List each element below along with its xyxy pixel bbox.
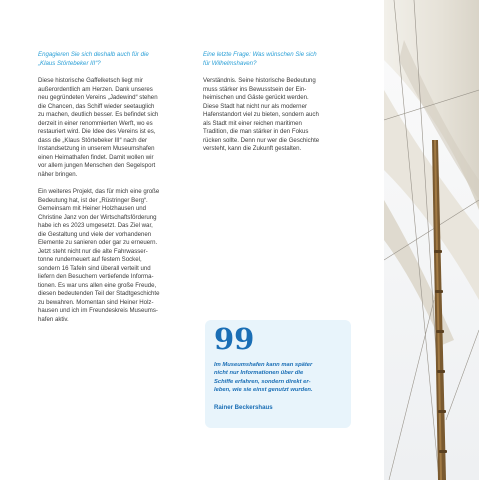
text-line: Diese historische Gaffelketsch liegt mir <box>38 77 143 84</box>
quote-line: leben, wie sie einst genutzt wurden. <box>214 387 313 394</box>
pull-quote-box <box>205 320 351 428</box>
text-line: derzeit in einer renommierten Werft, wo es <box>38 119 153 127</box>
text-line: außerordentlich am Herzen. Dank unseres <box>38 85 153 93</box>
interview-question-1 <box>38 51 191 68</box>
text-line: tionen. Es war uns allen eine große Freude, <box>38 281 157 289</box>
left-column <box>38 51 191 333</box>
text-line: die Chancen, das Schiff wieder seetauglich <box>38 102 155 110</box>
quote-line: Schiffe erfahren, sondern direkt er- <box>214 378 311 385</box>
question-line: Engagieren Sie sich deshalb auch für die <box>38 51 149 58</box>
text-line: einen Heimathafen findet. Damit wollen wir <box>38 153 154 161</box>
question-line: „Klaus Störtebeker III“? <box>38 59 101 67</box>
text-line: habe ich es 2023 umgesetzt. Das Ziel war, <box>38 222 153 229</box>
text-line: als Stadt mit einer reichen maritimen <box>203 119 302 127</box>
text-line: Instandsetzung in unserem Museumshafen <box>38 145 155 152</box>
question-line: Eine letzte Frage: Was wünschen Sie sich <box>203 51 317 58</box>
text-line: Verständnis. Seine historische Bedeutung <box>203 77 316 84</box>
text-line: neu gegründeten Vereins „Jadewind“ stehen <box>38 94 158 101</box>
text-line: rücken sollte. Denn nur wer die Geschichte <box>203 136 320 144</box>
text-line: Tradition, die man stärker in den Fokus <box>203 128 309 135</box>
answer-paragraph-1 <box>38 77 191 179</box>
middle-column <box>203 51 355 163</box>
text-line: vor allem jungen Menschen den Segelsport <box>38 162 156 169</box>
interview-question-2 <box>203 51 355 68</box>
quote-text <box>214 361 342 395</box>
text-line: zu machen, deutlich besser. Es befindet sich <box>38 111 159 118</box>
text-line: dass die „Klaus Störtebeker III“ nach der <box>38 136 148 144</box>
text-line: Gemeinsam mit Heiner Holzhausen und <box>38 205 147 212</box>
quote-line: nicht nur Informationen über die <box>214 370 304 377</box>
text-line: hafen aktiv. <box>38 315 69 323</box>
text-line: heimischen und Gäste gerückt werden. <box>203 94 309 101</box>
text-line: zu bewahren. Momentan sind Heiner Holz- <box>38 298 154 306</box>
answer-paragraph-3 <box>203 77 355 154</box>
text-line: Jetzt steht nicht nur die alte Fahrwasser- <box>38 247 148 255</box>
photo-illustration <box>384 0 479 480</box>
text-line: hausen und ich im Freundeskreis Museums- <box>38 307 158 314</box>
text-line: Bedeutung hat, ist der „Rüstringer Berg“. <box>38 196 148 204</box>
sail-mast-photo <box>384 0 479 480</box>
text-line: Diese Stadt hat nicht nur als moderner <box>203 102 307 110</box>
text-line: diesen bedeutenden Teil der Stadtgeschichte <box>38 290 160 297</box>
text-line: tonne runderneuert auf festem Sockel, <box>38 256 142 263</box>
text-line: restauriert wird. Die Idee des Vereins ist es, <box>38 128 156 135</box>
text-line: Hafenstandort viel zu bieten, sondern auch <box>203 111 319 118</box>
quote-author: Rainer Beckershaus <box>214 403 273 411</box>
text-line: näher bringen. <box>38 170 78 178</box>
text-line: Ein weiteres Projekt, das für mich eine große <box>38 188 160 195</box>
text-line: Christine Janz von der Wirtschaftsförderung <box>38 213 157 221</box>
text-line: Elemente zu sanieren oder gar zu erneuern. <box>38 239 158 246</box>
text-line: muss stärker ins Bewusstsein der Ein- <box>203 85 307 93</box>
text-line: versteht, kann die Zukunft gestalten. <box>203 145 302 152</box>
quote-mark-icon: 99 <box>214 322 255 356</box>
text-line: die Gestaltung und viele der vorhandenen <box>38 230 152 238</box>
question-line: für Wilhelmshaven? <box>203 59 257 67</box>
text-line: liefern den Besuchern vertiefende Informa- <box>38 273 154 280</box>
answer-paragraph-2 <box>38 188 191 324</box>
text-line: sondern 16 Tafeln sind überall verteilt und <box>38 264 151 272</box>
quote-line: Im Museumshafen kann man später <box>214 362 313 368</box>
